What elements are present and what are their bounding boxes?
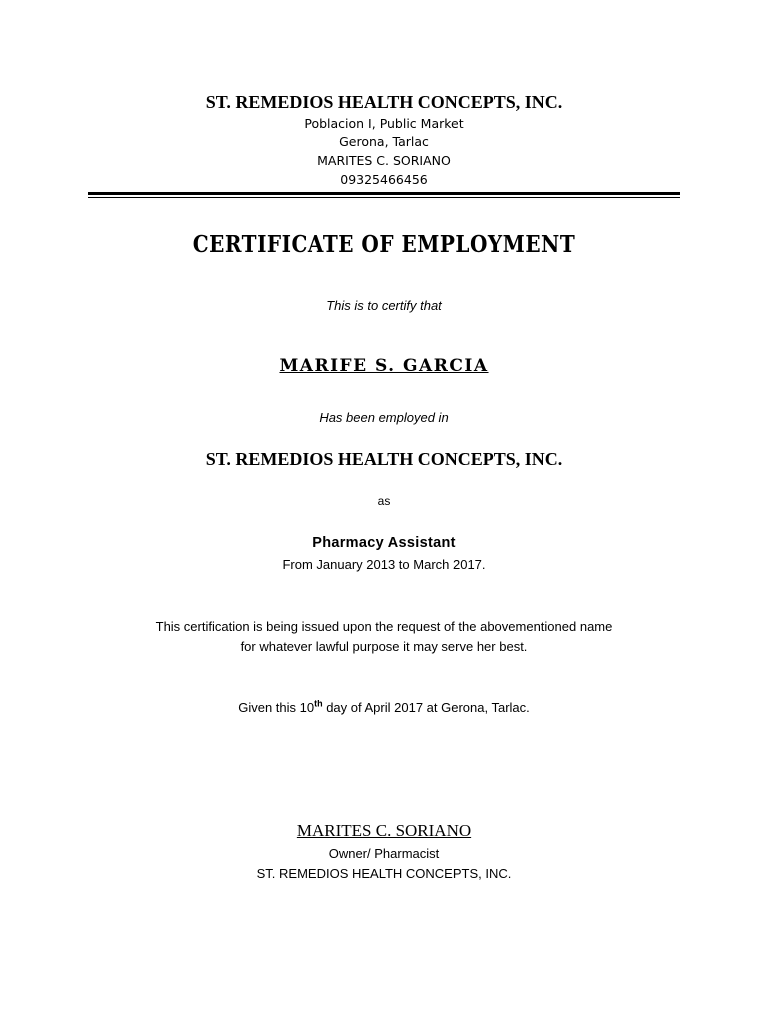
certify-text: This is to certify that — [326, 298, 442, 313]
owner-name: MARITES C. SORIANO — [317, 153, 451, 168]
phone-number: 09325466456 — [340, 172, 428, 187]
purpose-line-2: for whatever lawful purpose it may serve her best. — [240, 639, 528, 654]
employee-name: MARIFE S. GARCIA — [279, 356, 489, 376]
given-date-line — [0, 700, 768, 715]
company-name-heading: ST. REMEDIOS HEALTH CONCEPTS, INC. — [205, 92, 563, 112]
employment-period: From January 2013 to March 2017. — [282, 557, 486, 572]
header-divider-thick — [88, 192, 680, 195]
employer-name: ST. REMEDIOS HEALTH CONCEPTS, INC. — [205, 449, 563, 469]
address-line-1: Poblacion I, Public Market — [304, 116, 464, 131]
position-title: Pharmacy Assistant — [312, 535, 456, 551]
given-superscript: th — [314, 698, 323, 709]
given-prefix: Given this 10 — [238, 700, 315, 715]
address-line-2: Gerona, Tarlac — [339, 134, 429, 149]
as-text: as — [377, 494, 391, 508]
given-suffix: day of April 2017 at Gerona, Tarlac. — [322, 700, 530, 715]
signatory-name: MARITES C. SORIANO — [296, 821, 472, 840]
signatory-company: ST. REMEDIOS HEALTH CONCEPTS, INC. — [256, 866, 512, 881]
header-divider-thin — [88, 197, 680, 198]
purpose-line-1: This certification is being issued upon the request of the abovementioned name — [155, 619, 613, 634]
document-title: CERTIFICATE OF EMPLOYMENT — [192, 230, 576, 258]
signatory-title: Owner/ Pharmacist — [328, 846, 440, 861]
employed-text: Has been employed in — [319, 410, 449, 425]
